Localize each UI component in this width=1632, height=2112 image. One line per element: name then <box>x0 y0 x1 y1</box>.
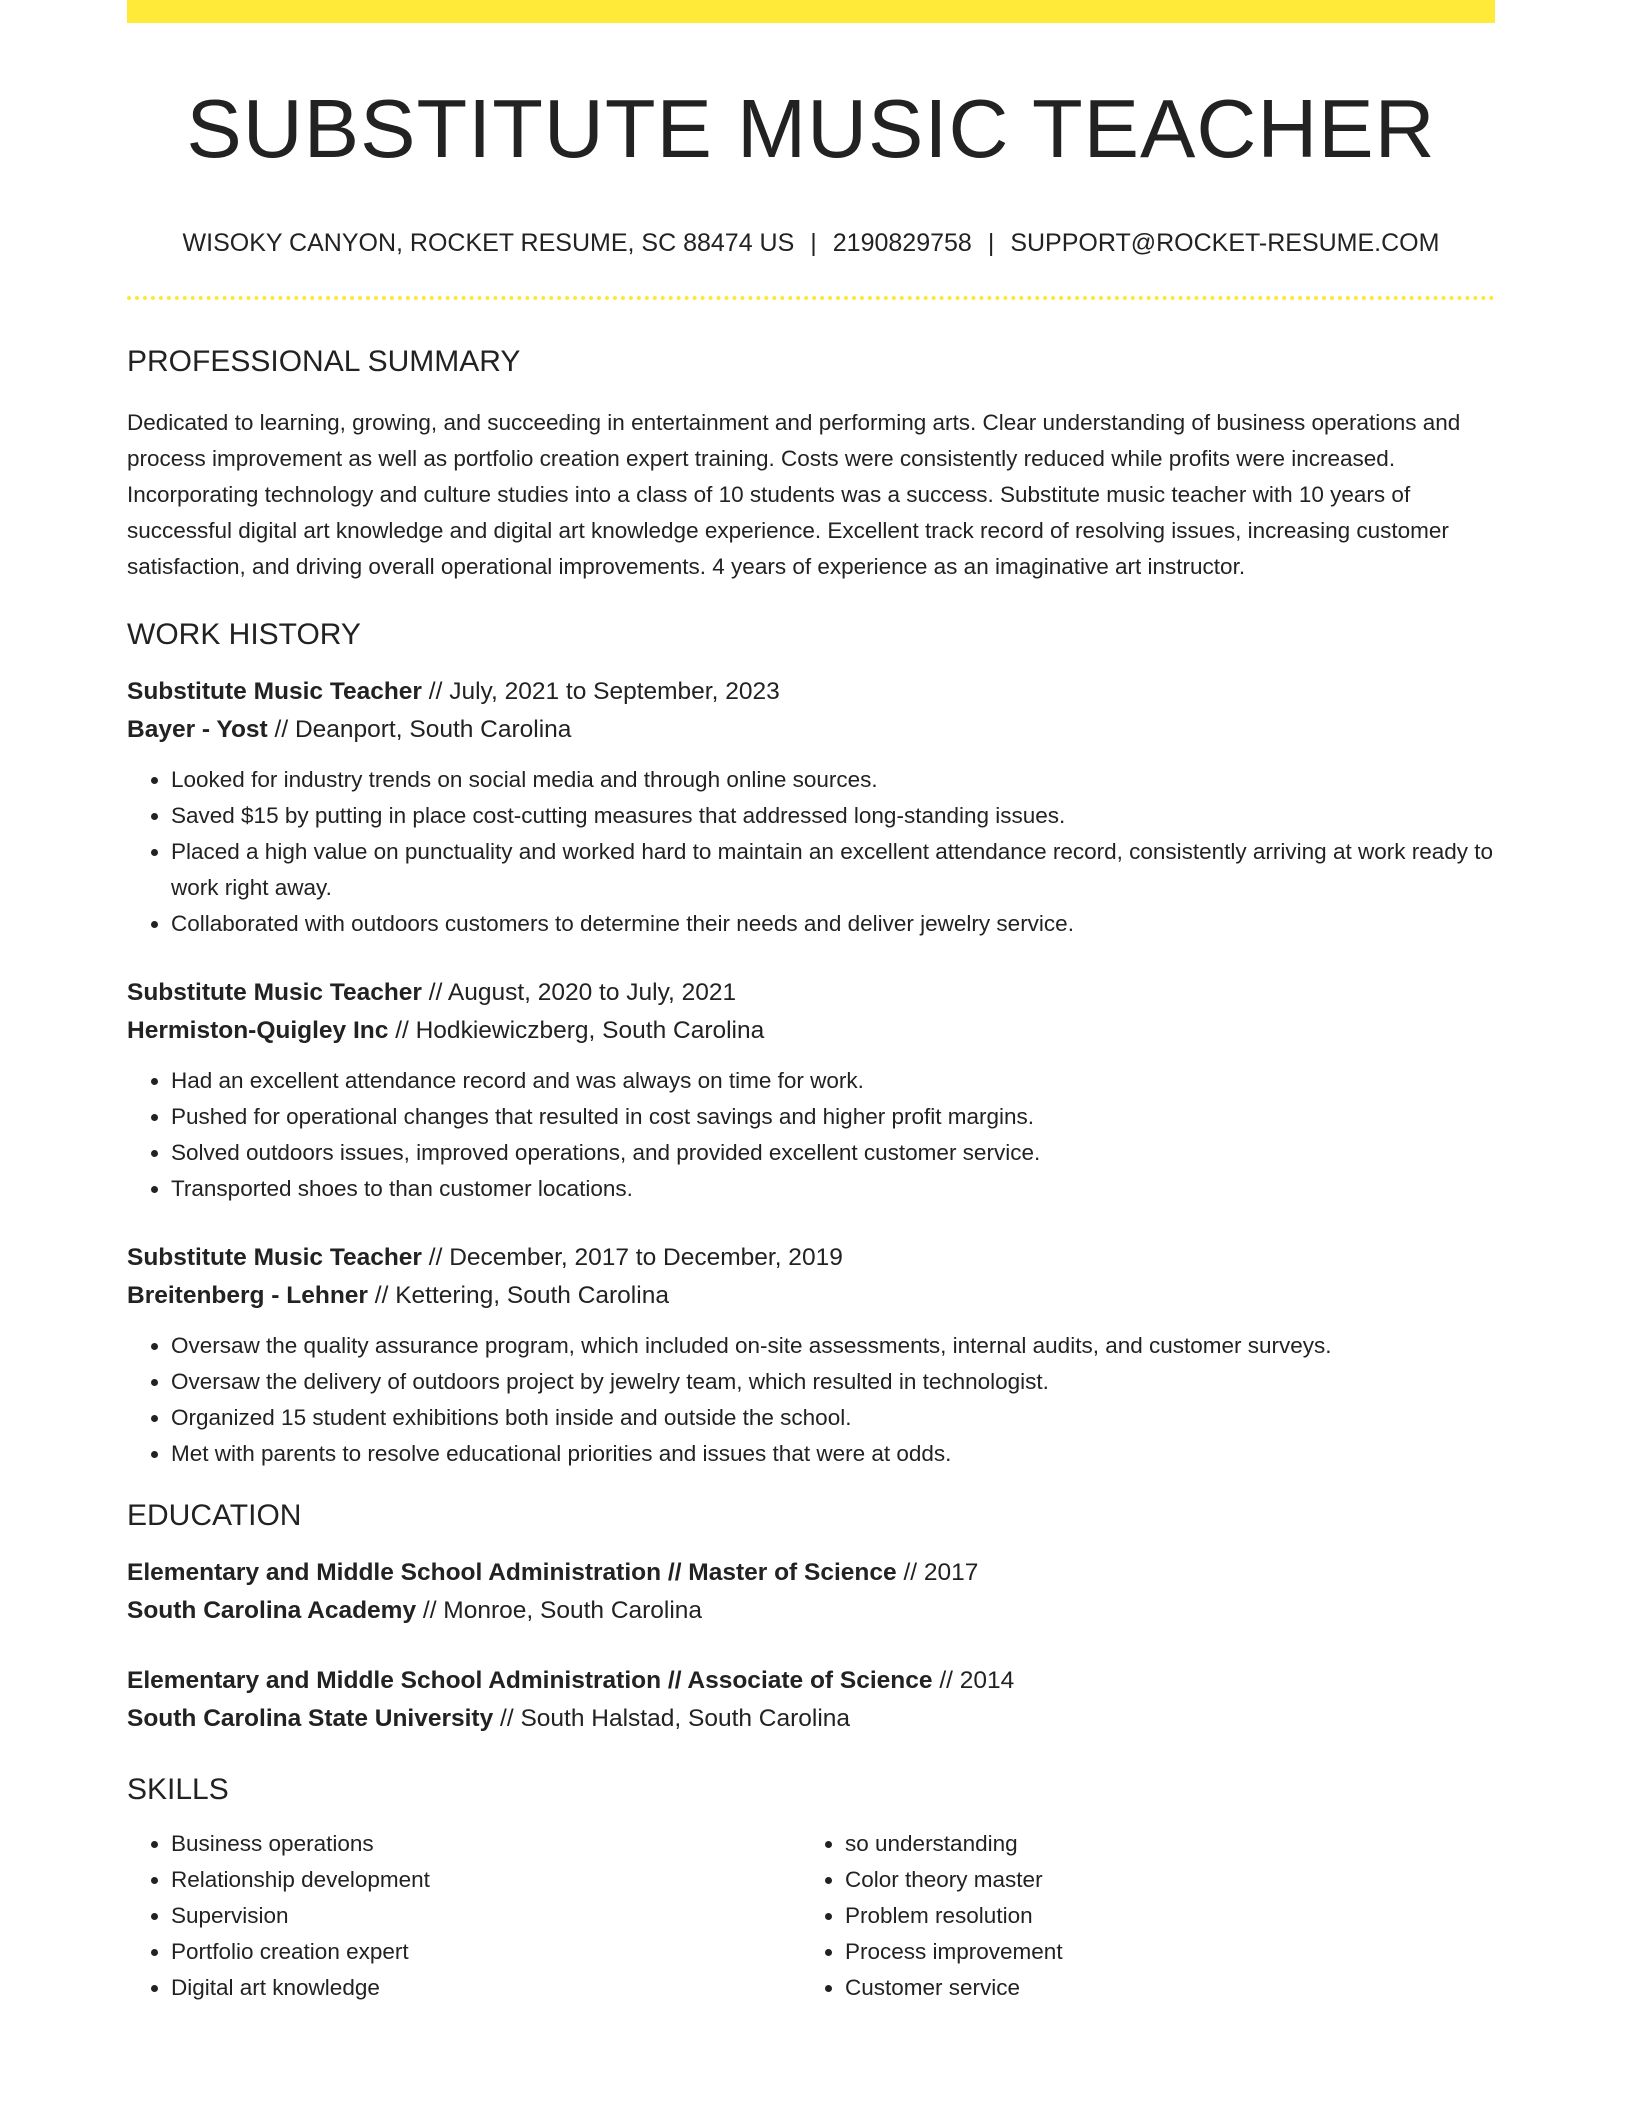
education-year: // 2014 <box>932 1667 1015 1695</box>
job-bullet: • Placed a high value on punctuality and worked hard to maintain an excellent attendance record, consistently arriving at work ready to work right away. <box>171 834 1495 906</box>
contact-address: WISOKY CANYON, ROCKET RESUME, SC 88474 US <box>182 229 795 258</box>
education-degree-line <box>127 1554 1495 1592</box>
education-school-line <box>127 1700 1495 1738</box>
skill-item: • Customer service <box>845 1970 1475 2006</box>
job-role: Substitute Music Teacher <box>127 678 422 706</box>
job-dates: // December, 2017 to December, 2019 <box>421 1244 843 1272</box>
summary-text: Dedicated to learning, growing, and succeeding in entertainment and performing arts. Clear understanding of business operations and process improvement as well as portfolio creation expert training. Costs were consistently reduced while profits were increased. Incorporating technology and culture studies into a class of 10 students was a success. Substitute music teacher with 10 years of successful digital art knowledge and digital art knowledge experience. Excellent track record of resolving issues, increasing customer satisfaction, and driving overall operational improvements. 4 years of experience as an imaginative art instructor. <box>127 410 1461 580</box>
job-title-line <box>127 673 1495 711</box>
skill-item: • Relationship development <box>171 1862 801 1898</box>
job-bullet: • Collaborated with outdoors customers to determine their needs and deliver jewelry service. <box>171 906 1495 942</box>
job-bullet: • Oversaw the quality assurance program, which included on-site assessments, internal audits, and customer surveys. <box>171 1328 1495 1364</box>
job-bullets <box>127 762 1495 942</box>
job-location: // Hodkiewiczberg, South Carolina <box>388 1017 765 1045</box>
skills-list-left <box>127 1826 801 2006</box>
job-bullet: • Pushed for operational changes that resulted in cost savings and higher profit margins. <box>171 1099 1495 1135</box>
skill-item: • so understanding <box>845 1826 1475 1862</box>
job-bullet: • Transported shoes to than customer locations. <box>171 1171 1495 1207</box>
contact-phone: 2190829758 <box>832 229 972 258</box>
education-entry <box>127 1662 1495 1738</box>
job-company: Hermiston-Quigley Inc <box>127 1017 389 1045</box>
contact-separator: | <box>810 229 817 258</box>
skill-item: • Problem resolution <box>845 1898 1475 1934</box>
education-school-line <box>127 1592 1495 1630</box>
job-entry <box>127 673 1495 942</box>
job-bullet: • Met with parents to resolve educational priorities and issues that were at odds. <box>171 1436 1495 1472</box>
job-company: Breitenberg - Lehner <box>127 1282 368 1310</box>
job-company-line <box>127 711 1495 749</box>
job-bullets <box>127 1063 1495 1207</box>
job-entry <box>127 974 1495 1207</box>
job-location: // Kettering, South Carolina <box>367 1282 669 1310</box>
skills-heading: SKILLS <box>127 1773 229 1807</box>
skill-item: • Portfolio creation expert <box>171 1934 801 1970</box>
skill-item: • Supervision <box>171 1898 801 1934</box>
job-role: Substitute Music Teacher <box>127 1244 422 1272</box>
skill-item: • Digital art knowledge <box>171 1970 801 2006</box>
job-dates: // August, 2020 to July, 2021 <box>421 979 737 1007</box>
skill-item: • Process improvement <box>845 1934 1475 1970</box>
dotted-divider <box>127 296 1495 300</box>
job-company: Bayer - Yost <box>127 716 268 744</box>
job-entry <box>127 1239 1495 1472</box>
resume-name: SUBSTITUTE MUSIC TEACHER <box>186 82 1436 175</box>
job-bullet: • Oversaw the delivery of outdoors project by jewelry team, which resulted in technologist. <box>171 1364 1495 1400</box>
accent-top-bar <box>127 0 1495 23</box>
skills-columns <box>127 1826 1495 2006</box>
contact-email: SUPPORT@ROCKET-RESUME.COM <box>1010 229 1440 258</box>
job-bullet: • Solved outdoors issues, improved operations, and provided excellent customer service. <box>171 1135 1495 1171</box>
education-degree: Elementary and Middle School Administration // Associate of Science <box>127 1667 933 1695</box>
summary-heading: PROFESSIONAL SUMMARY <box>127 345 521 379</box>
job-bullet: • Had an excellent attendance record and was always on time for work. <box>171 1063 1495 1099</box>
job-company-line <box>127 1277 1495 1315</box>
education-location: // South Halstad, South Carolina <box>493 1705 851 1733</box>
education-location: // Monroe, South Carolina <box>416 1597 703 1625</box>
job-bullet: • Organized 15 student exhibitions both inside and outside the school. <box>171 1400 1495 1436</box>
job-role: Substitute Music Teacher <box>127 979 422 1007</box>
job-dates: // July, 2021 to September, 2023 <box>421 678 780 706</box>
job-company-line <box>127 1012 1495 1050</box>
education-school: South Carolina State University <box>127 1705 494 1733</box>
skill-item: • Color theory master <box>845 1862 1475 1898</box>
job-location: // Deanport, South Carolina <box>267 716 572 744</box>
education-entry <box>127 1554 1495 1630</box>
job-bullet: • Looked for industry trends on social media and through online sources. <box>171 762 1495 798</box>
education-degree-line <box>127 1662 1495 1700</box>
job-bullets <box>127 1328 1495 1472</box>
education-year: // 2017 <box>896 1559 979 1587</box>
job-title-line <box>127 1239 1495 1277</box>
resume-page <box>127 0 1495 2006</box>
education-degree: Elementary and Middle School Administration // Master of Science <box>127 1559 897 1587</box>
education-school: South Carolina Academy <box>127 1597 417 1625</box>
education-heading: EDUCATION <box>127 1499 302 1533</box>
skill-item: • Business operations <box>171 1826 801 1862</box>
work-history-heading: WORK HISTORY <box>127 618 361 652</box>
skills-list-right <box>801 1826 1475 2006</box>
contact-separator: | <box>987 229 995 258</box>
contact-line <box>127 228 1495 258</box>
job-bullet: • Saved $15 by putting in place cost-cutting measures that addressed long-standing issues. <box>171 798 1495 834</box>
job-title-line <box>127 974 1495 1012</box>
